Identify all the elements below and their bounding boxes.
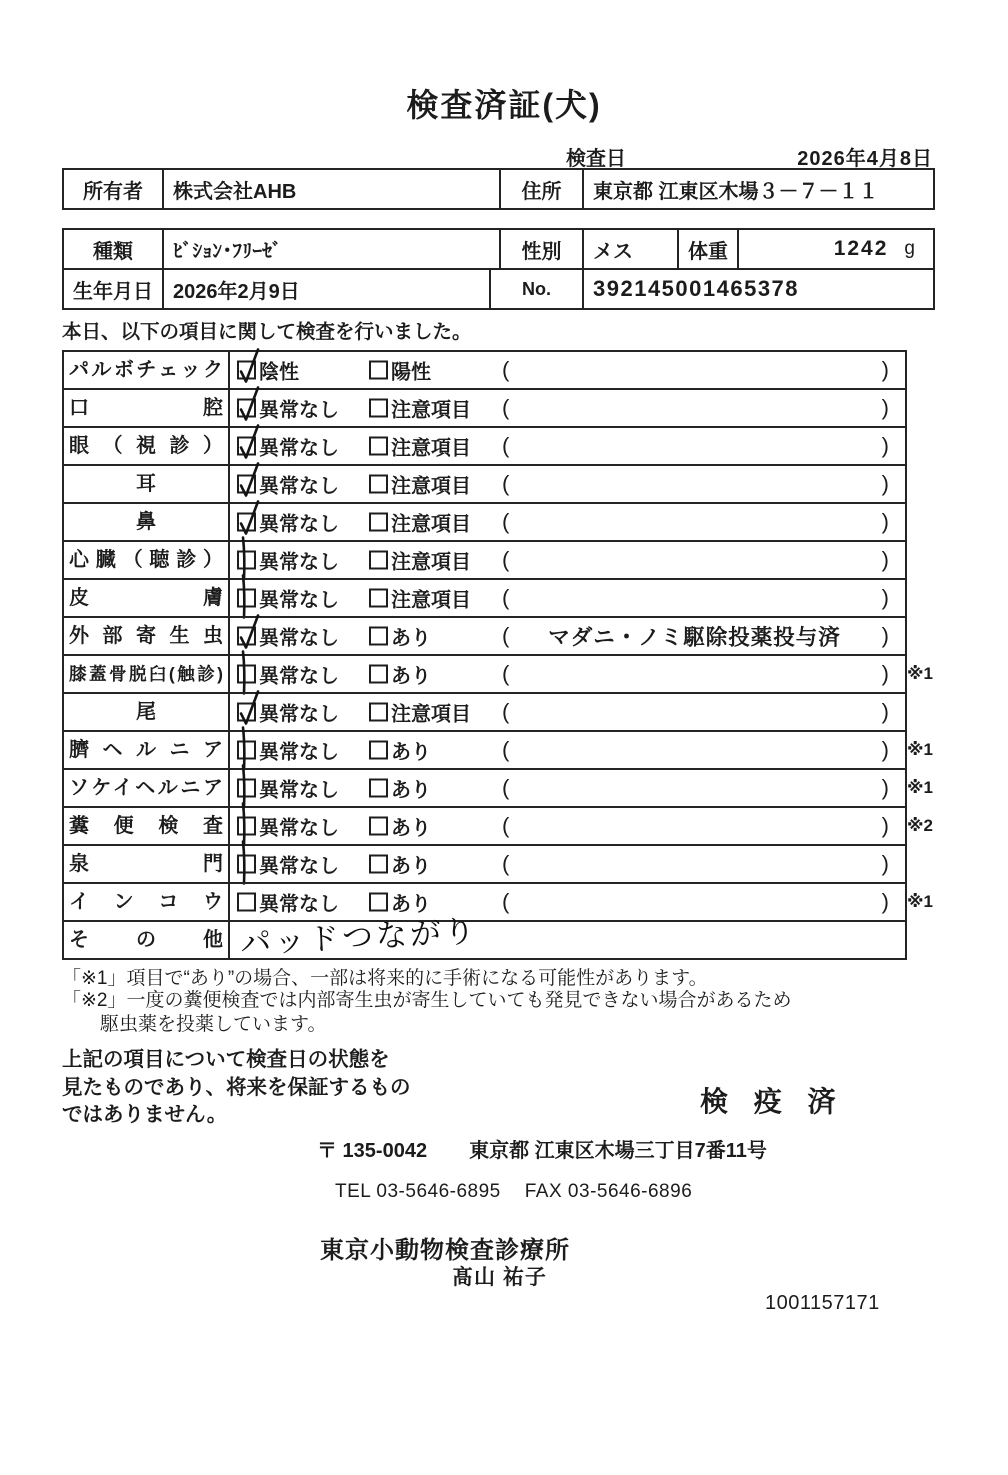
option2-label: あり [391, 893, 431, 916]
paren-open: ( [502, 433, 510, 458]
microchip-no-value: 392145001465378 [582, 270, 933, 308]
checkbox-negative-checked [237, 361, 256, 380]
sex-value: メス [582, 230, 677, 268]
footnote-1: 「※1」項目で“あり”の場合、一部は将来的に手術になる可能性があります。 [62, 968, 708, 989]
option1-label: 異常なし [259, 475, 339, 498]
paren-close: ) [881, 737, 889, 762]
inspection-date-label: 検査日 [566, 148, 626, 170]
owner-label: 所有者 [83, 180, 143, 203]
checkbox-normal-checked [237, 589, 256, 608]
option1-label: 異常なし [259, 399, 339, 422]
owner-table [62, 168, 935, 210]
item-label: インコウ [64, 884, 230, 920]
reference-note: ※1 [907, 740, 933, 759]
option1-label: 異常なし [259, 589, 339, 612]
item-label: 膝蓋骨脱臼(触診) [64, 656, 230, 692]
paren-close: ) [881, 889, 889, 914]
footnote-2-line1: 「※2」一度の糞便検査では内部寄生虫が寄生していても発見できない場合があるため [62, 990, 792, 1011]
intro-text: 本日、以下の項目に関して検査を行いました。 [62, 321, 472, 343]
checklist-row-fontanelle [64, 844, 905, 882]
quarantine-stamp: 検 疫 済 [700, 1086, 845, 1117]
option2-label: 陽性 [391, 361, 431, 384]
reference-note: ※1 [907, 664, 933, 683]
page-title: 検査済証(犬) [406, 87, 602, 123]
disclaimer-line3: ではありません。 [62, 1103, 228, 1126]
reference-note: ※1 [907, 892, 933, 911]
item-label: 糞便検査 [64, 808, 230, 844]
checklist-row-oral [64, 388, 905, 426]
checkbox-present-unchecked [369, 855, 388, 874]
checklist-row-inkou [64, 882, 933, 920]
checkbox-normal-checked [237, 703, 256, 722]
option1-label: 陰性 [259, 361, 299, 384]
option1-label: 異常なし [259, 817, 339, 840]
paren-close: ) [881, 813, 889, 838]
checkbox-present-unchecked [369, 665, 388, 684]
disclaimer-text [62, 1046, 411, 1129]
checkbox-positive-unchecked [369, 361, 388, 380]
reference-note: ※1 [907, 778, 933, 797]
paren-close: ) [881, 509, 889, 534]
microchip-no-label: No. [489, 270, 582, 308]
checkbox-normal-unchecked [237, 893, 256, 912]
option1-label: 異常なし [259, 665, 339, 688]
paren-close: ) [881, 851, 889, 876]
checklist-row-heart [64, 540, 905, 578]
option1-label: 異常なし [259, 703, 339, 726]
birth-label: 生年月日 [73, 280, 153, 303]
item-label: 皮膚 [64, 580, 230, 616]
option1-label: 異常なし [259, 437, 339, 460]
checklist-row-nose [64, 502, 905, 540]
birth-value: 2026年2月9日 [162, 270, 489, 308]
checkbox-caution-unchecked [369, 399, 388, 418]
option2-label: 注意項目 [391, 551, 471, 574]
item-label: 口腔 [64, 390, 230, 426]
item-label: 尾 [64, 694, 230, 730]
checklist-row-umbilical-hernia [64, 730, 933, 768]
item-label: 臍ヘルニア [64, 732, 230, 768]
paren-open: ( [502, 357, 510, 382]
weight-value: 1242 [833, 237, 889, 260]
checkbox-caution-unchecked [369, 551, 388, 570]
option2-label: 注意項目 [391, 475, 471, 498]
option1-label: 異常なし [259, 779, 339, 802]
paren-close: ) [881, 357, 889, 382]
option2-label: あり [391, 855, 431, 878]
option1-label: 異常なし [259, 513, 339, 536]
checkbox-normal-checked [237, 399, 256, 418]
address-label: 住所 [499, 170, 582, 208]
checkbox-normal-checked [237, 855, 256, 874]
checklist-table [62, 350, 933, 961]
footnote-2 [62, 989, 792, 1036]
paren-open: ( [502, 585, 510, 610]
option1-label: 異常なし [259, 627, 339, 650]
paren-open: ( [502, 509, 510, 534]
checkbox-normal-checked [237, 437, 256, 456]
item-label: その他 [64, 922, 230, 958]
weight-label: 体重 [677, 230, 737, 268]
option2-label: 注意項目 [391, 513, 471, 536]
option2-label: 注意項目 [391, 399, 471, 422]
paren-value: マダニ・ノミ駆除投薬投与済 [548, 625, 841, 650]
checkbox-caution-unchecked [369, 589, 388, 608]
checkbox-normal-checked [237, 817, 256, 836]
option1-label: 異常なし [259, 855, 339, 878]
option2-label: あり [391, 627, 431, 650]
paren-close: ) [881, 699, 889, 724]
paren-close: ) [881, 433, 889, 458]
checkbox-caution-unchecked [369, 513, 388, 532]
clinic-tel: TEL 03-5646-6895 [335, 1181, 501, 1202]
item-label: パルボチェック [64, 352, 230, 388]
clinic-tel-row [335, 1181, 692, 1203]
paren-open: ( [502, 699, 510, 724]
paren-close: ) [881, 471, 889, 496]
option2-label: あり [391, 665, 431, 688]
checklist-row-ears [64, 464, 905, 502]
paren-open: ( [502, 547, 510, 572]
clinic-fax: FAX 03-5646-6896 [524, 1181, 693, 1202]
checkbox-normal-checked [237, 475, 256, 494]
checkbox-present-unchecked [369, 627, 388, 646]
item-label: 眼（視診） [64, 428, 230, 464]
paren-close: ) [881, 547, 889, 572]
paren-close: ) [881, 395, 889, 420]
checklist-row-inguinal-hernia [64, 768, 933, 806]
checkbox-caution-unchecked [369, 475, 388, 494]
option2-label: 注意項目 [391, 437, 471, 460]
option2-label: あり [391, 817, 431, 840]
checkbox-normal-checked [237, 741, 256, 760]
checkbox-normal-checked [237, 779, 256, 798]
paren-open: ( [502, 661, 510, 686]
address-value: 東京都 江東区木場３－７－１１ [582, 170, 933, 208]
checkbox-present-unchecked [369, 779, 388, 798]
paren-open: ( [502, 471, 510, 496]
breed-value: ﾋﾞｼｮﾝ･ﾌﾘｰｾﾞ [162, 230, 499, 268]
checklist-row-fecal-exam [64, 806, 933, 844]
paren-open: ( [502, 395, 510, 420]
option2-label: あり [391, 779, 431, 802]
sex-label: 性別 [499, 230, 582, 268]
checkbox-normal-checked [237, 627, 256, 646]
checkbox-caution-unchecked [369, 703, 388, 722]
examiner-name: 髙山 祐子 [452, 1266, 547, 1289]
checkbox-normal-checked [237, 513, 256, 532]
paren-close: ) [881, 775, 889, 800]
option1-label: 異常なし [259, 551, 339, 574]
postal-code: 〒 135-0042 [317, 1140, 428, 1162]
checklist-row-eyes [64, 426, 905, 464]
clinic-name: 東京小動物検査診療所 [320, 1237, 570, 1264]
check-mark-icon [234, 840, 264, 888]
clinic-address: 東京都 江東区木場三丁目7番11号 [469, 1140, 767, 1162]
checkbox-normal-checked [237, 665, 256, 684]
paren-open: ( [502, 813, 510, 838]
checklist-row-external-parasites [64, 616, 905, 654]
disclaimer-line2: 見たものであり、将来を保証するもの [62, 1075, 411, 1099]
paren-open: ( [502, 623, 510, 648]
checklist-row-patella [64, 654, 933, 692]
reference-note: ※2 [907, 816, 933, 835]
clinic-postal-row [317, 1134, 767, 1163]
paren-close: ) [881, 585, 889, 610]
owner-value: 株式会社AHB [162, 170, 499, 208]
checkbox-caution-unchecked [369, 437, 388, 456]
option2-label: あり [391, 741, 431, 764]
item-label: 外部寄生虫 [64, 618, 230, 654]
document-serial-number: 1001157171 [765, 1292, 880, 1314]
option2-label: 注意項目 [391, 703, 471, 726]
checklist-row-tail [64, 692, 905, 730]
item-label: ソケイヘルニア [64, 770, 230, 806]
item-label: 鼻 [64, 504, 230, 540]
weight-cell [737, 230, 933, 268]
option1-label: 異常なし [259, 741, 339, 764]
footnote-2-line2: 駆虫薬を投薬しています。 [100, 1013, 327, 1035]
checkbox-present-unchecked [369, 893, 388, 912]
paren-open: ( [502, 775, 510, 800]
option1-label: 異常なし [259, 893, 339, 916]
item-label: 耳 [64, 466, 230, 502]
inspection-date-value: 2026年4月8日 [797, 148, 933, 170]
inspection-date-row [62, 142, 935, 168]
item-label: 心臓（聴診） [64, 542, 230, 578]
option2-label: 注意項目 [391, 589, 471, 612]
checkbox-present-unchecked [369, 741, 388, 760]
weight-unit: g [904, 238, 915, 259]
paren-open: ( [502, 889, 510, 914]
paren-close: ) [881, 661, 889, 686]
paren-close: ) [881, 623, 889, 648]
paren-open: ( [502, 737, 510, 762]
checkbox-present-unchecked [369, 817, 388, 836]
disclaimer-line1: 上記の項目について検査日の状態を [62, 1048, 390, 1071]
checkbox-normal-checked [237, 551, 256, 570]
item-label: 泉門 [64, 846, 230, 882]
breed-label: 種類 [93, 240, 133, 263]
checklist-row-other [64, 913, 905, 961]
handwritten-note: パッドつながり [239, 913, 479, 961]
checklist-row-parvo [64, 352, 905, 388]
paren-open: ( [502, 851, 510, 876]
pet-table [62, 228, 935, 310]
checklist-row-skin [64, 578, 905, 616]
